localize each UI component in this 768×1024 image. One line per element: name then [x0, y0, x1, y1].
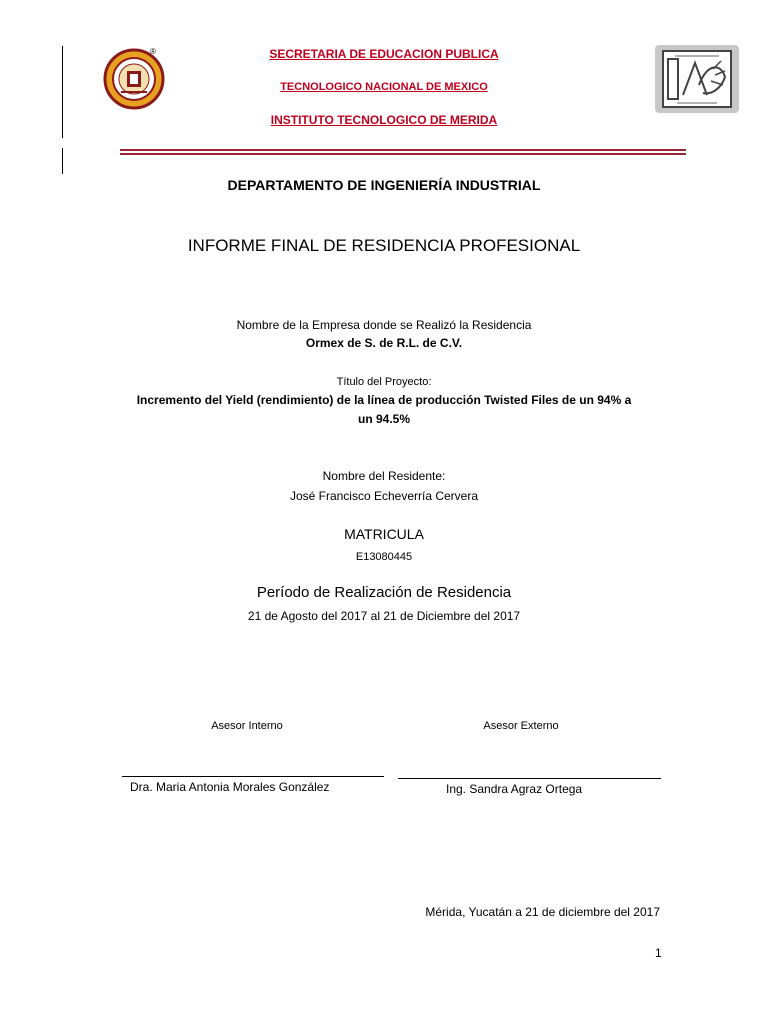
margin-mark-bottom	[62, 148, 63, 174]
page-number: 1	[655, 946, 662, 960]
external-signature-line	[398, 778, 661, 779]
place-date: Mérida, Yucatán a 21 de diciembre del 2017	[425, 905, 660, 919]
period-value: 21 de Agosto del 2017 al 21 de Diciembre del 2017	[247, 609, 521, 623]
internal-advisor-label: Asesor Interno	[211, 720, 283, 732]
internal-advisor-name: Dra. Maria Antonia Morales González	[130, 780, 330, 794]
department-heading: DEPARTAMENTO DE INGENIERÍA INDUSTRIAL	[227, 177, 541, 193]
header-divider-bottom	[120, 153, 686, 155]
project-label: Título del Proyecto:	[336, 376, 432, 388]
registered-mark: ®	[150, 47, 156, 56]
external-advisor-label: Asesor Externo	[483, 720, 559, 732]
external-advisor-name: Ing. Sandra Agraz Ortega	[446, 782, 583, 796]
period-label: Período de Realización de Residencia	[256, 584, 512, 601]
company-name: Ormex de S. de R.L. de C.V.	[305, 336, 463, 350]
company-label: Nombre de la Empresa donde se Realizó la Residencia	[236, 318, 532, 332]
project-title-line2: un 94.5%	[357, 412, 411, 426]
resident-label: Nombre del Residente:	[322, 469, 446, 483]
resident-name: José Francisco Echeverría Cervera	[289, 489, 479, 503]
header-line-tecnm: TECNOLOGICO NACIONAL DE MEXICO	[280, 81, 488, 93]
report-title: INFORME FINAL DE RESIDENCIA PROFESIONAL	[187, 236, 581, 255]
project-title-line1: Incremento del Yield (rendimiento) de la línea de producción Twisted Files de un 94% a	[136, 393, 632, 407]
header-divider-top	[120, 149, 686, 151]
matricula-label: MATRICULA	[344, 526, 424, 542]
header-line-sep: SECRETARIA DE EDUCACION PUBLICA	[269, 47, 499, 61]
internal-signature-line	[122, 776, 384, 777]
matricula-value: E13080445	[355, 551, 413, 563]
header-line-itm: INSTITUTO TECNOLOGICO DE MERIDA	[270, 113, 498, 127]
